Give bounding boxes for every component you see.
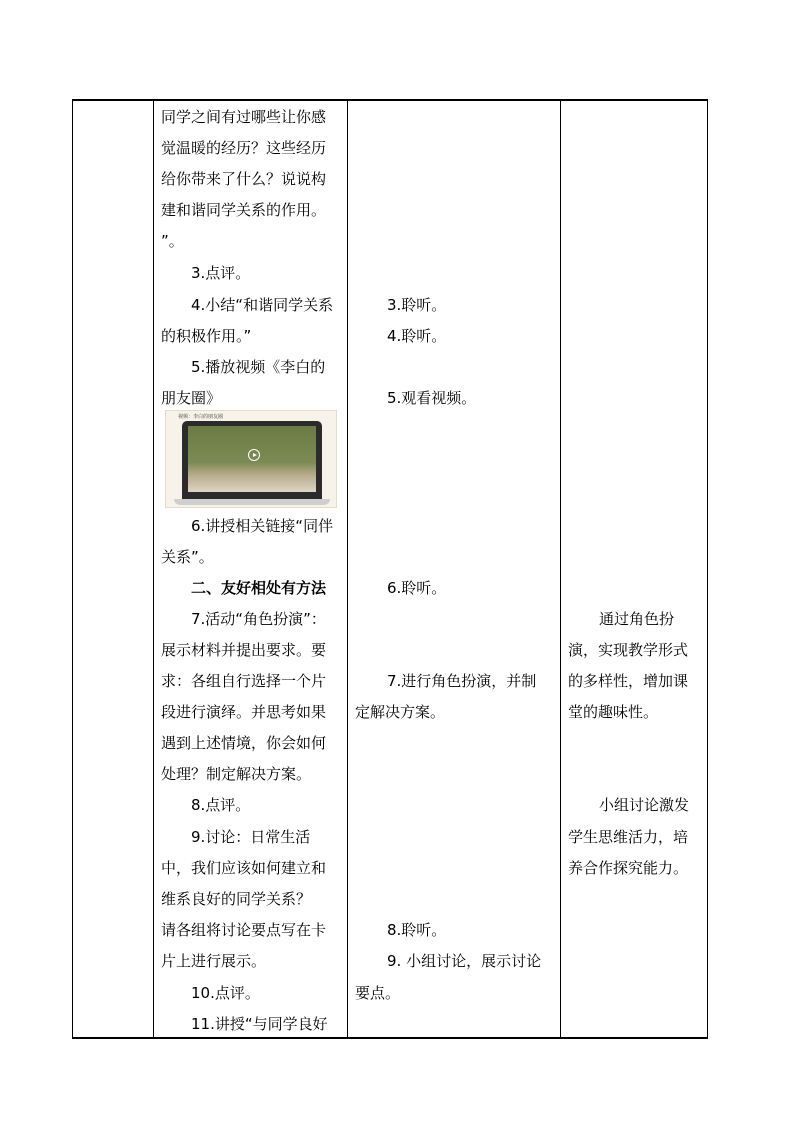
intent-text-line: 养合作探究能力。 [568,859,689,877]
teacher-text-line: 10.点评。 [191,984,260,1002]
section-heading: 二、友好相处有方法 [191,579,327,597]
student-text-line: 7.进行角色扮演，并制 [387,672,537,690]
teacher-text-line: 给你带来了什么？说说构 [161,170,327,188]
teacher-text-line: 5.播放视频《李白的 [191,358,326,376]
student-text-line: 6.聆听。 [387,579,447,597]
teacher-text-line: 片上进行展示。 [161,952,267,970]
column-divider [347,101,348,1037]
teacher-text-line: 3.点评。 [191,264,251,282]
student-text-line: 要点。 [355,984,401,1002]
teacher-text-line: 觉温暖的经历？这些经历 [161,139,327,157]
teacher-text-line: 9.讨论：日常生活 [191,828,311,846]
teacher-text-line: 7.活动“角色扮演”： [191,610,326,628]
intent-text-line: 通过角色扮 [599,610,675,628]
teacher-text-line: 4.小结“和谐同学关系 [191,296,334,314]
teacher-text-line: 同学之间有过哪些让你感 [161,108,327,126]
column-divider [560,101,561,1037]
teacher-text-line: 6.讲授相关链接“同伴 [191,517,334,535]
intent-text-line: 小组讨论激发 [599,796,690,814]
video-caption: 视频：李白的朋友圈 [178,414,224,420]
teacher-text-line: 处理？制定解决方案。 [161,765,312,783]
teacher-text-line: 的积极作用。” [161,327,252,345]
student-text-line: 5.观看视频。 [387,389,477,407]
teacher-text-line: 关系”。 [161,548,214,566]
teacher-text-line: 维系良好的同学关系？ [161,890,312,908]
student-text-line: 9. 小组讨论，展示讨论 [387,952,542,970]
video-screen [188,426,316,492]
teacher-text-line: 遇到上述情境，你会如何 [161,734,327,752]
intent-text-line: 学生思维活力，培 [568,828,689,846]
teacher-text-line: 中，我们应该如何建立和 [161,859,327,877]
intent-text-line: 的多样性，增加课 [568,672,689,690]
intent-text-line: 演，实现教学形式 [568,641,689,659]
video-thumbnail[interactable] [165,410,337,508]
column-divider [153,101,154,1037]
teacher-text-line: 11.讲授“与同学良好 [191,1015,328,1033]
student-text-line: 4.聆听。 [387,327,447,345]
laptop-image [182,421,322,501]
teacher-text-line: 段进行演绎。并思考如果 [161,703,327,721]
teacher-text-line: 请各组将讨论要点写在卡 [161,921,327,939]
teacher-text-line: ”。 [161,232,184,250]
play-icon[interactable] [248,449,260,461]
teacher-text-line: 朋友圈》 [161,389,222,407]
teacher-text-line: 8.点评。 [191,796,251,814]
teacher-text-line: 展示材料并提出要求。要 [161,641,327,659]
student-text-line: 定解决方案。 [355,703,446,721]
teacher-text-line: 求：各组自行选择一个片 [161,672,327,690]
teacher-text-line: 建和谐同学关系的作用。 [161,201,327,219]
laptop-base [174,499,330,505]
lesson-plan-table [72,99,708,1039]
student-text-line: 3.聆听。 [387,296,447,314]
student-text-line: 8.聆听。 [387,921,447,939]
intent-text-line: 堂的趣味性。 [568,703,659,721]
